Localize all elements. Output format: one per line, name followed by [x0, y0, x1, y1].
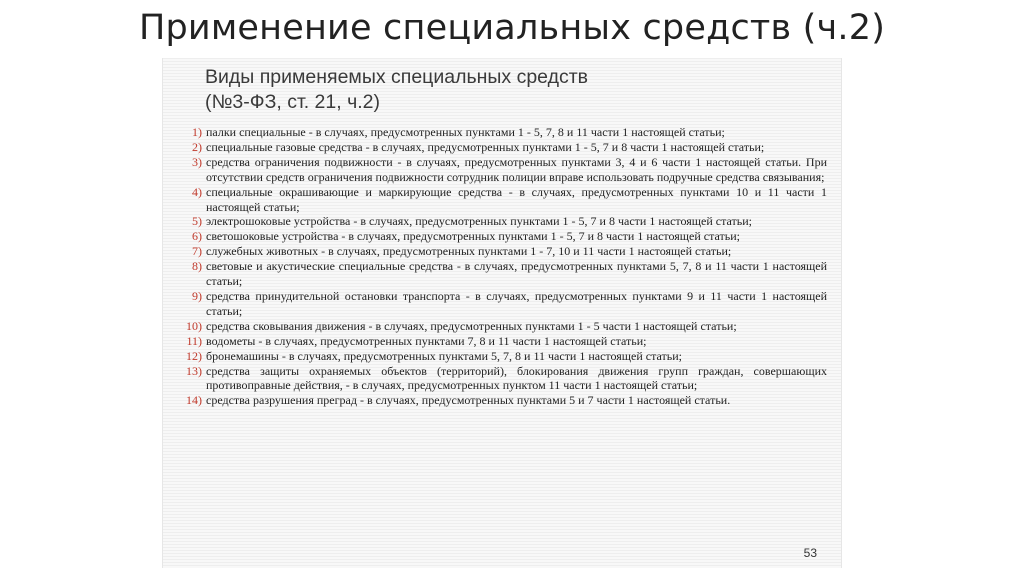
list-item-number: 9) [192, 288, 202, 303]
list-item-text: световые и акустические специальные средства - в случаях, предусмотренных пунктами 5, 7, 8 и 11 части 1 настоящей статьи; [206, 259, 827, 289]
list-item [171, 125, 827, 140]
list-item-number: 12) [186, 348, 202, 363]
list-item-number: 7) [192, 244, 202, 259]
list-item-text: специальные окрашивающие и маркирующие средства - в случаях, предусмотренных пунктами 10 и 11 части 1 настоящей статьи; [206, 184, 827, 214]
special-means-list [171, 125, 827, 408]
list-item-number: 6) [192, 229, 202, 244]
list-item-number: 10) [186, 318, 202, 333]
list-item-number: 11) [186, 333, 202, 348]
list-item [171, 289, 827, 319]
list-item-number: 2) [192, 139, 202, 154]
list-item-text: водометы - в случаях, предусмотренных пунктами 7, 8 и 11 части 1 настоящей статьи; [206, 333, 647, 348]
list-item-number: 5) [192, 214, 202, 229]
list-item [171, 393, 827, 408]
page-number: 53 [803, 546, 817, 560]
list-item-number: 1) [192, 125, 202, 139]
slide-title: Применение специальных средств (ч.2) [138, 8, 886, 48]
list-item-text: светошоковые устройства - в случаях, предусмотренных пунктами 1 - 5, 7 и 8 части 1 настоящей статьи; [206, 229, 740, 244]
list-item-text: средства защиты охраняемых объектов (территорий), блокирования движения групп граждан, совершающих противоправные действия, - в случаях, предусмотренных пунктом 11 части 1 настоящей статьи; [206, 363, 827, 393]
list-item-text: средства принудительной остановки транспорта - в случаях, предусмотренных пунктами 9 и 11 части 1 настоящей статьи; [206, 288, 827, 318]
list-item-text: специальные газовые средства - в случаях, предусмотренных пунктами 1 - 5, 7 и 8 части 1 настоящей статьи; [206, 139, 765, 154]
list-item [171, 214, 827, 229]
list-item-text: служебных животных - в случаях, предусмотренных пунктами 1 - 7, 10 и 11 части 1 настоящей статьи; [206, 244, 732, 259]
list-item-number: 4) [192, 184, 202, 199]
list-item [171, 259, 827, 289]
list-item-number: 3) [192, 154, 202, 169]
list-item-text: бронемашины - в случаях, предусмотренных пунктами 5, 7, 8 и 11 части 1 настоящей статьи; [206, 348, 682, 363]
list-item [171, 349, 827, 364]
panel-heading-line-1: Виды применяемых специальных средств [205, 66, 589, 88]
panel-heading-line-2: (№3-ФЗ, ст. 21, ч.2) [205, 91, 380, 113]
panel-heading [205, 65, 588, 115]
list-item [171, 155, 827, 185]
list-item [171, 244, 827, 259]
list-item [171, 364, 827, 394]
document-panel [162, 58, 842, 568]
list-item-text: средства ограничения подвижности - в случаях, предусмотренных пунктами 3, 4 и 6 части 1 настоящей статьи. При отсутствии средств ограничения подвижности сотрудник полиции вправе использовать подручные средства связывания; [206, 154, 827, 184]
list-item [171, 229, 827, 244]
list-item [171, 140, 827, 155]
list-item-text: электрошоковые устройства - в случаях, предусмотренных пунктами 1 - 5, 7 и 8 части 1 настоящей статьи; [206, 214, 752, 229]
list-item [171, 185, 827, 215]
list-item-text: палки специальные - в случаях, предусмотренных пунктами 1 - 5, 7, 8 и 11 части 1 настоящей статьи; [206, 125, 725, 139]
list-item [171, 334, 827, 349]
list-item [171, 319, 827, 334]
list-item-text: средства разрушения преград - в случаях, предусмотренных пунктами 5 и 7 части 1 настоящей статьи. [206, 393, 731, 408]
list-item-text: средства сковывания движения - в случаях, предусмотренных пунктами 1 - 5 части 1 настоящей статьи; [206, 318, 737, 333]
list-item-number: 13) [186, 363, 202, 378]
list-item-number: 8) [192, 259, 202, 274]
list-item-number: 14) [186, 393, 202, 408]
